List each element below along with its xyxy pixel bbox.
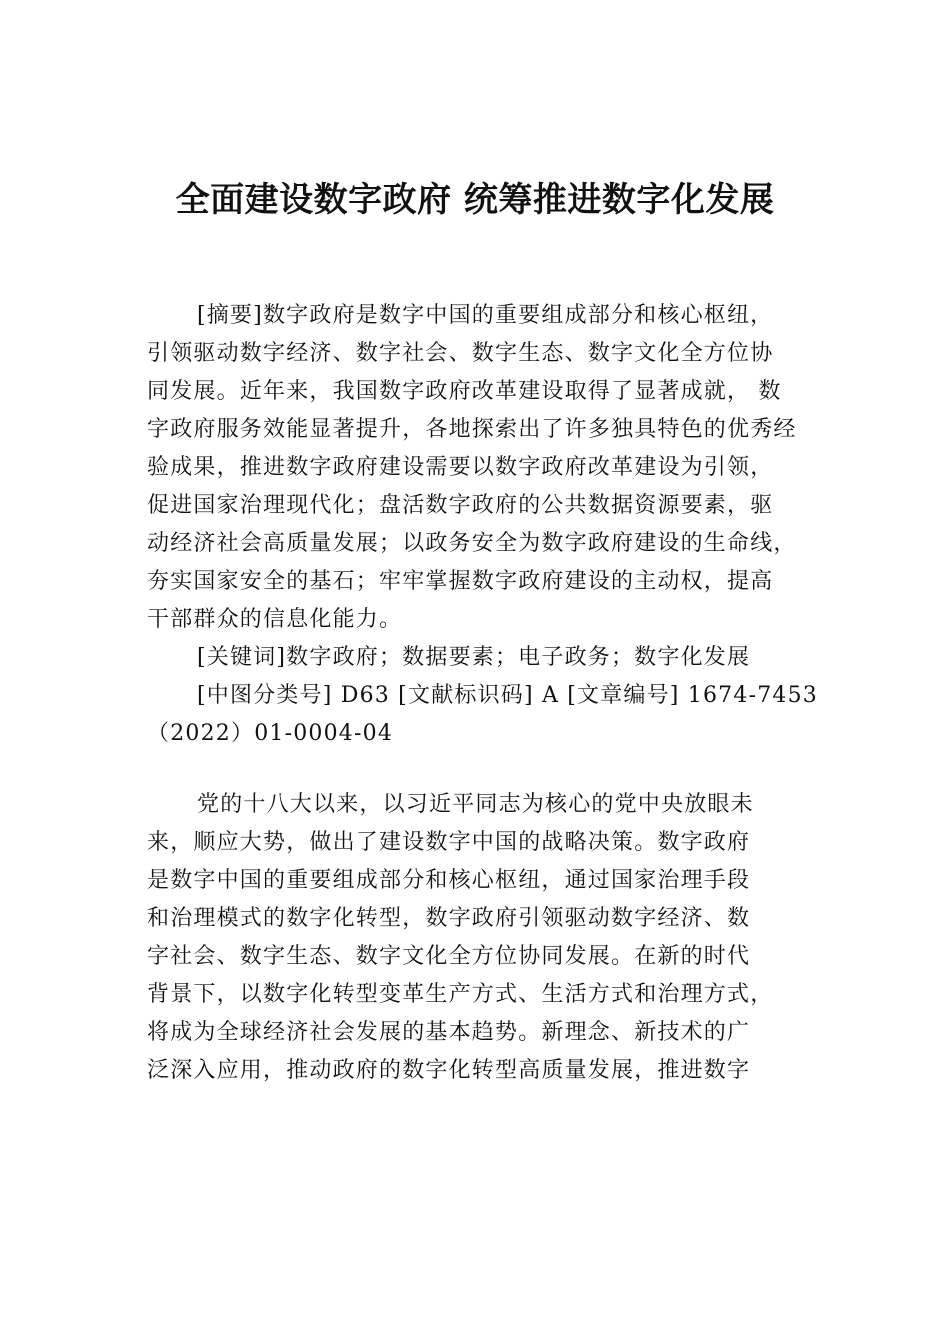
abstract-line: 夯实国家安全的基石；牢牢掌握数字政府建设的主动权，提高 [147,569,774,594]
abstract-line: 促进国家治理现代化；盘活数字政府的公共数据资源要素，驱 [147,493,774,518]
body-section [147,786,837,1090]
abstract-line: 干部群众的信息化能力。 [147,607,403,632]
abstract-line: [摘要]数字政府是数字中国的重要组成部分和核心枢纽， [197,303,774,328]
classification-line: [中图分类号] D63 [文献标识码] A [文章编号] 1674-7453 [197,683,818,708]
body-line: 字社会、数字生态、数字文化全方位协同发展。在新的时代 [147,944,751,969]
body-line: 来，顺应大势，做出了建设数字中国的战略决策。数字政府 [147,830,751,855]
body-line: 泛深入应用，推动政府的数字化转型高质量发展，推进数字 [147,1058,751,1083]
body-line: 将成为全球经济社会发展的基本趋势。新理念、新技术的广 [147,1020,751,1045]
abstract-line: 同发展。近年来，我国数字政府改革建设取得了显著成就， 数 [147,379,782,404]
keywords-line: [关键词]数字政府；数据要素；电子政务；数字化发展 [197,645,751,670]
abstract-line: 验成果，推进数字政府建设需要以数字政府改革建设为引领， [147,455,774,480]
body-line: 是数字中国的重要组成部分和核心枢纽，通过国家治理手段 [147,868,751,893]
abstract-line: 字政府服务效能显著提升，各地探索出了许多独具特色的优秀经 [147,417,797,442]
body-line: 党的十八大以来，以习近平同志为核心的党中央放眼未 [197,792,754,817]
body-line: 背景下，以数字化转型变革生产方式、生活方式和治理方式， [147,982,774,1007]
abstract-section [147,297,837,753]
abstract-line: 动经济社会高质量发展；以政务安全为数字政府建设的生命线， [147,531,797,556]
document-title: 全面建设数字政府 统筹推进数字化发展 [175,180,775,220]
classification-line: （2022）01-0004-04 [147,721,394,746]
abstract-line: 引领驱动数字经济、数字社会、数字生态、数字文化全方位协 [147,341,774,366]
body-line: 和治理模式的数字化转型，数字政府引领驱动数字经济、数 [147,906,751,931]
